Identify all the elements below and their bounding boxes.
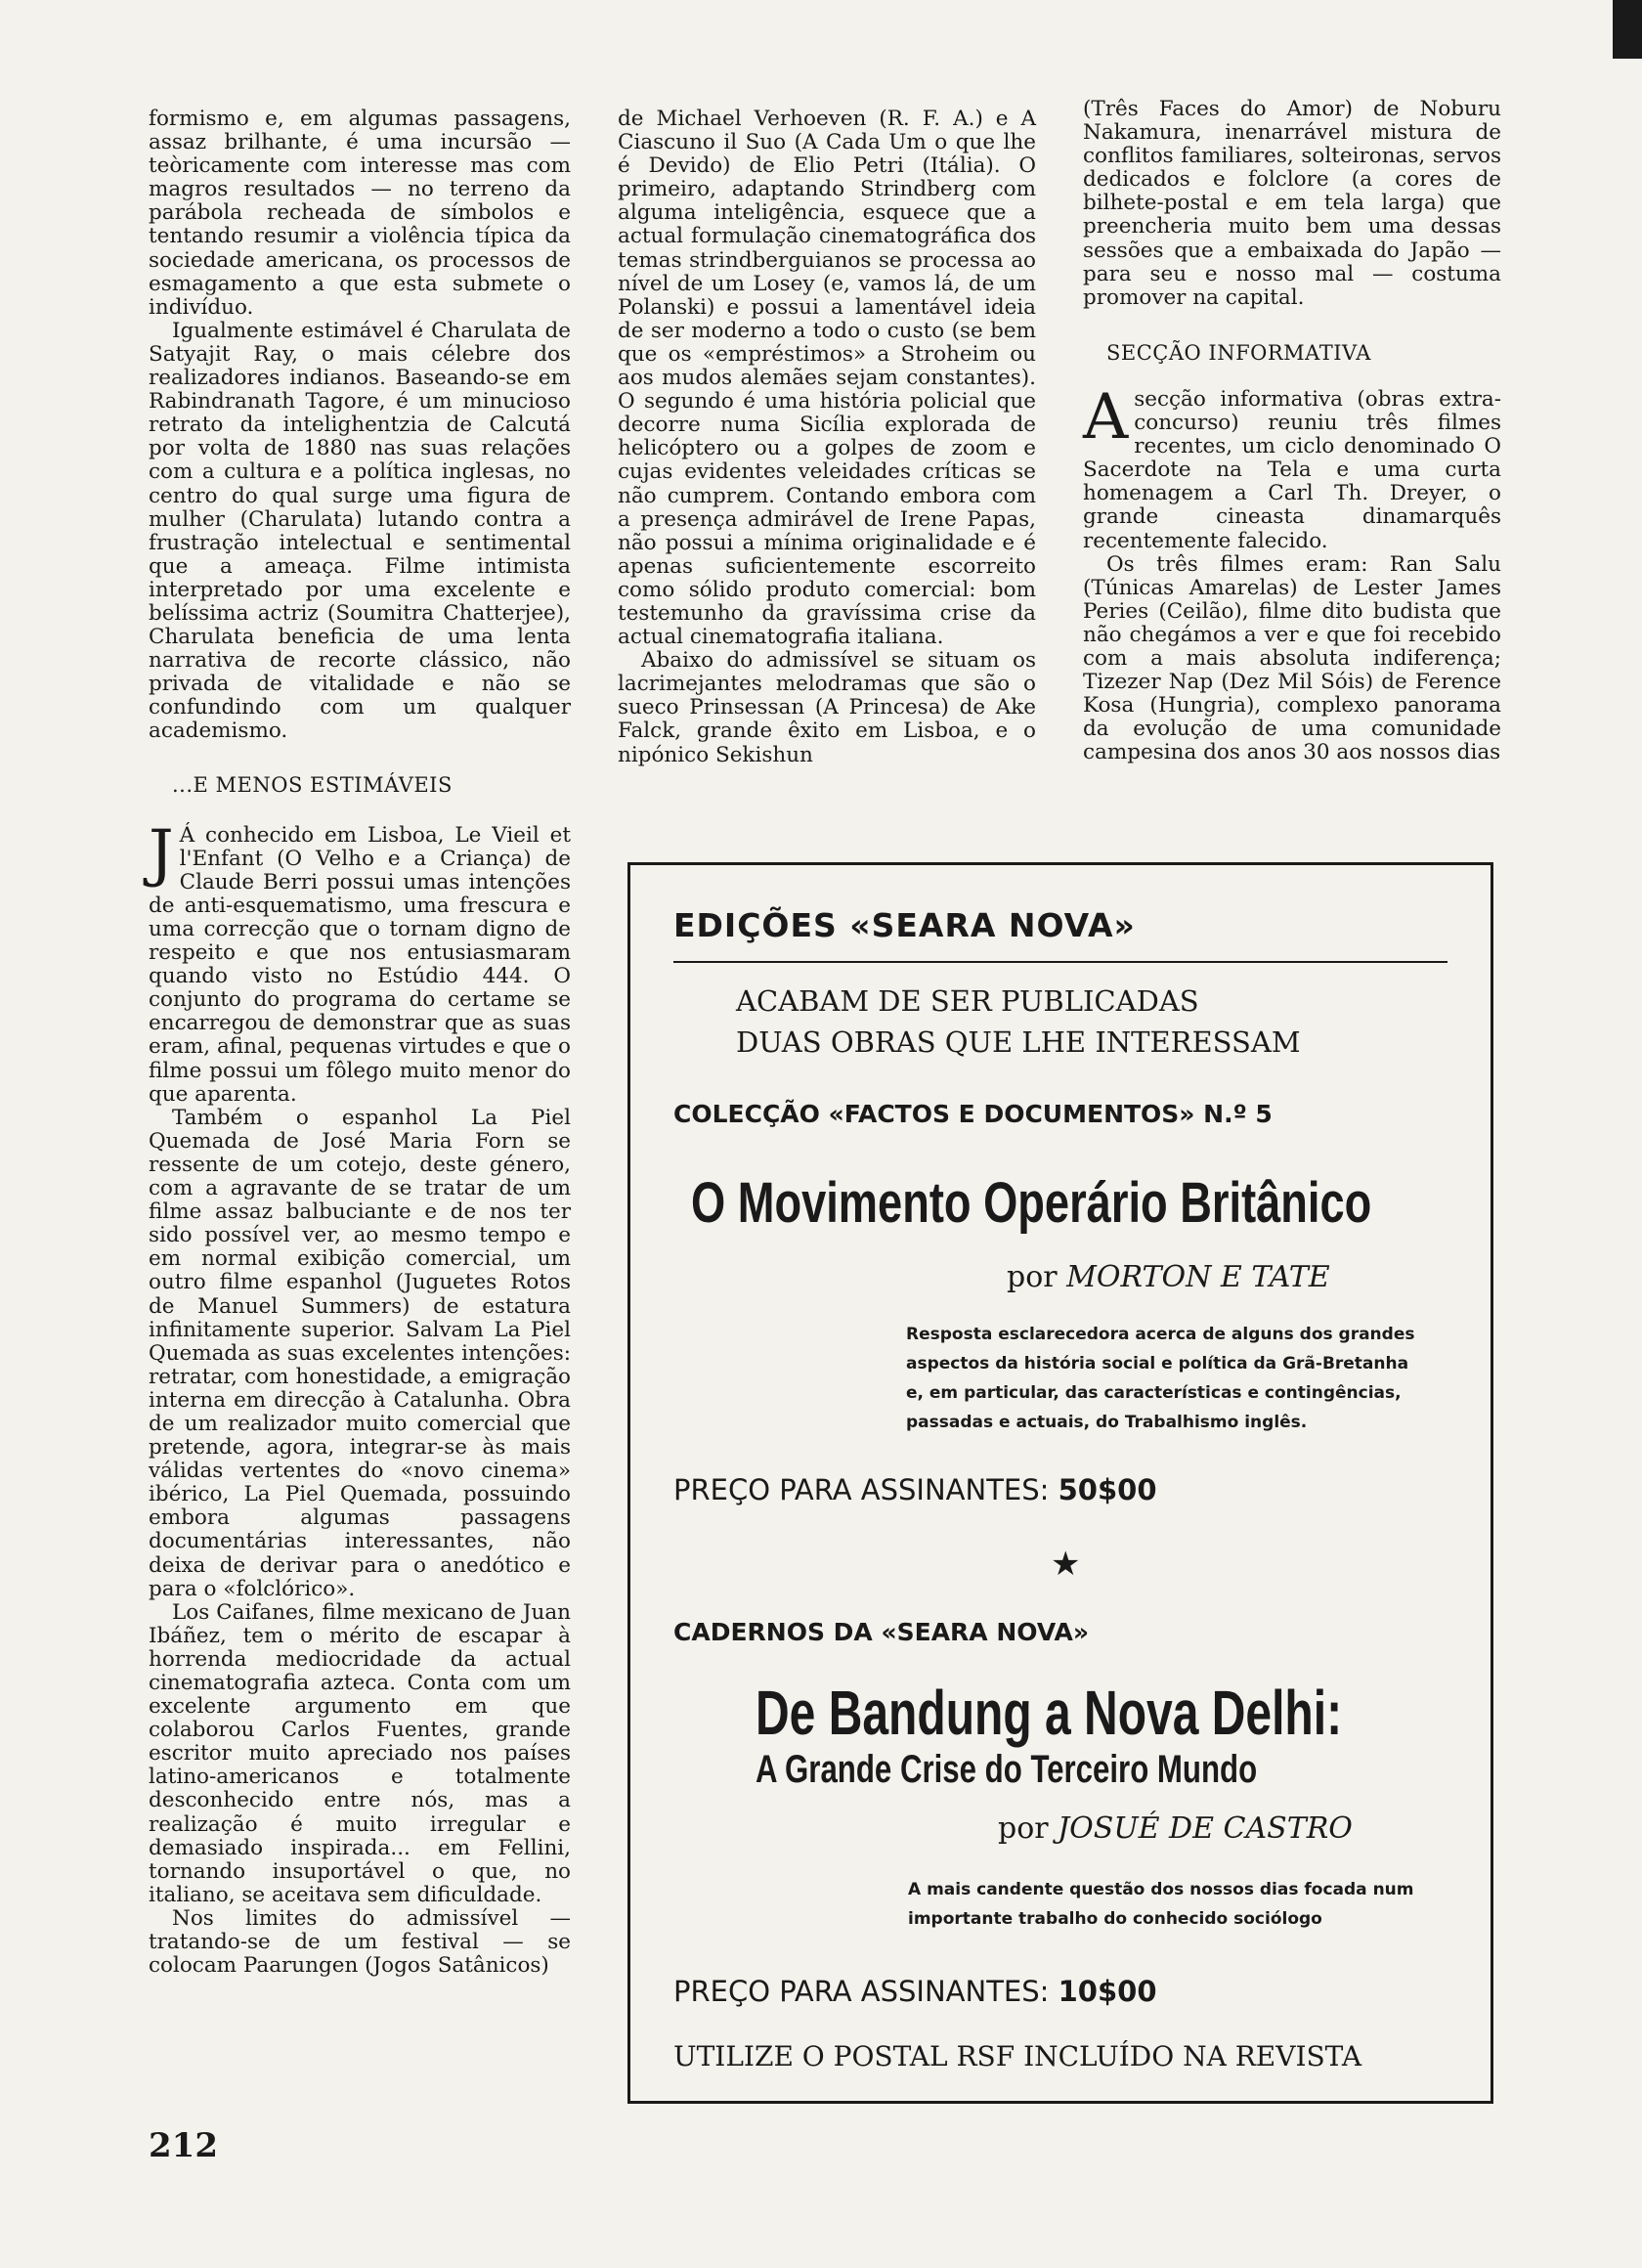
book1-price-line: PREÇO PARA ASSINANTES: 50$00	[673, 1473, 1157, 1506]
paragraph: (Três Faces do Amor) de Noburu Nakamura, inenarrável mistura de conflitos familiares, solteironas, servos dedicados e folclore (a cores de bilhete-postal e em tela larga) que preencheria muito bem uma dessas sessões que a embaixada do Japão — para seu e nosso mal — costuma promover na capital.	[1083, 97, 1501, 310]
book2-title: De Bandung a Nova Delhi:	[756, 1678, 1343, 1748]
column-3	[1083, 98, 1501, 764]
paragraph: Nos limites do admissível — tratando-se de um festival — se colocam Paarungen (Jogos Satânicos)	[149, 1905, 571, 1979]
column-1	[149, 108, 571, 1978]
paragraph: Igualmente estimável é Charulata de Satyajit Ray, o mais célebre dos realizadores indianos. Baseando-se em Rabindranath Tagore, é um minucioso retrato da intelighentzia de Calcutá por volta de 1880 nas suas relações com a cultura e a política inglesas, no centro do qual surge uma figura de mulher (Charulata) lutando contra a frustração intelectual e sentimental que a ameaça. Filme intimista interpretado por uma excelente e belíssima actriz (Soumitra Chatterjee), Charulata beneficia de uma lenta narrativa de recorte clássico, não privada de vitalidade e não se confundindo com um qualquer academismo.	[149, 318, 571, 744]
collection-label: COLECÇÃO «FACTOS E DOCUMENTOS» N.º 5	[673, 1100, 1273, 1128]
book1-title: O Movimento Operário Britânico	[691, 1171, 1372, 1235]
ad-footer: UTILIZE O POSTAL RSF INCLUÍDO NA REVISTA	[673, 2040, 1362, 2072]
book1-description: Resposta esclarecedora acerca de alguns dos grandes	[906, 1325, 1415, 1344]
paragraph: de Michael Verhoeven (R. F. A.) e A Ciascuno il Suo (A Cada Um o que lhe é Devido) de Elio Petri (Itália). O primeiro, adaptando Strindberg com alguma inteligência, esquece que a actual formulação cinematográfica dos temas strindberguianos se processa ao nível de um Losey (e, vamos lá, de um Polanski) e possui a lamentável ideia de ser moderno a todo o custo (se bem que os «empréstimos» a Stroheim ou aos mudos alemães sejam constantes). O segundo é uma história policial que decorre numa Sicília explorada de helicóptero ou a golpes de zoom e cujas evidentes veleidades críticas se não cumprem. Contando embora com a presença admirável de Irene Papas, não possui a mínima originalidade e é apenas suficientemente escorreito como sólido produto comercial: bom testemunho da gravíssima crise da actual cinematografia italiana.	[618, 107, 1036, 650]
book1-price: 50$00	[1058, 1473, 1157, 1506]
book2-price-line: PREÇO PARA ASSINANTES: 10$00	[673, 1975, 1157, 2008]
paragraph: Asecção informativa (obras extra-concurso) reuniu três filmes recentes, um ciclo denominado O Sacerdote na Tela e uma curta homenagem a Carl Th. Dreyer, o grande cineasta dinamarquês recentemente falecido.	[1083, 380, 1501, 553]
drop-cap: J	[149, 816, 174, 890]
book1-description: aspectos da história social e política da Grã-Bretanha	[906, 1354, 1409, 1374]
section-heading: ...E MENOS ESTIMÁVEIS	[172, 772, 453, 797]
drop-cap: A	[1083, 380, 1129, 454]
book2-price: 10$00	[1058, 1975, 1157, 2008]
paragraph: Também o espanhol La Piel Quemada de José Maria Forn se ressente de um cotejo, deste género, com a agravante de se tratar de um filme assaz balbuciante e de nos ter sido possível ver, ao mesmo tempo e em normal exibição comercial, um outro filme espanhol (Juguetes Rotos de Manuel Summers) de estatura infinitamente superior. Salvam La Piel Quemada as suas excelentes intenções: retratar, com honestidade, a emigração interna em direcção à Catalunha. Obra de um realizador muito comercial que pretende, agora, integrar-se às mais válidas vertentes do «novo cinema» ibérico, La Piel Quemada, possuindo embora algumas passagens documentárias interessantes, não deixa de derivar para o anedótico e para o «folclórico».	[149, 1105, 571, 1601]
column-2	[618, 108, 1036, 767]
book1-author: MORTON E TATE	[1066, 1260, 1330, 1294]
publisher-heading: EDIÇÕES «SEARA NOVA»	[673, 906, 1136, 944]
paragraph: Os três filmes eram: Ran Salu (Túnicas Amarelas) de Lester James Peries (Ceilão), filme dito budista que não chegámos a ver e que foi recebido com a mais absoluta indiferença; Tizezer Nap (Dez Mil Sóis) de Ference Kosa (Hungria), complexo panorama da evolução de uma comunidade campesina dos anos 30 aos nossos dias	[1083, 551, 1501, 765]
book2-description: A mais candente questão dos nossos dias focada num	[908, 1880, 1414, 1899]
paragraph: Abaixo do admissível se situam os lacrimejantes melodramas que são o sueco Prinsessan (A Princesa) de Ake Falck, grande êxito em Lisboa, e o nipónico Sekishun	[618, 648, 1036, 767]
paragraph: J Á conhecido em Lisboa, Le Vieil et l'Enfant (O Velho e a Criança) de Claude Berri possui umas intenções de anti-esquematismo, uma frescura e uma correcção que o tornam digno de respeito e que nos entusiasmaram quando visto no Estúdio 444. O conjunto do programa do certame se encarregou de demonstrar que as suas eram, afinal, pequenas virtudes e que o filme possui um fôlego muito menor do que aparenta.	[149, 816, 571, 1107]
divider	[673, 961, 1448, 963]
book2-subtitle: A Grande Crise do Terceiro Mundo	[756, 1748, 1258, 1791]
announce-line: DUAS OBRAS QUE LHE INTERESSAM	[736, 1025, 1301, 1059]
book2-description: importante trabalho do conhecido sociólogo	[908, 1909, 1322, 1929]
book1-byline: por MORTON E TATE	[1007, 1260, 1330, 1294]
star-separator: ★	[1051, 1545, 1081, 1584]
announce-line: ACABAM DE SER PUBLICADAS	[736, 984, 1199, 1018]
advertisement-box	[627, 862, 1493, 2104]
book1-description: e, em particular, das características e contingências,	[906, 1383, 1402, 1403]
section-heading: SECÇÃO INFORMATIVA	[1106, 340, 1371, 365]
book2-author: JOSUÉ DE CASTRO	[1058, 1811, 1353, 1846]
book1-description: passadas e actuais, do Trabalhismo inglês.	[906, 1413, 1308, 1432]
book2-byline: por JOSUÉ DE CASTRO	[998, 1811, 1353, 1846]
scan-edge	[1613, 0, 1642, 59]
paragraph: formismo e, em algumas passagens, assaz brilhante, é uma incursão — teòricamente com interesse mas com magros resultados — no terreno da parábola recheada de símbolos e tentando resumir a violência típica da sociedade americana, os processos de esmagamento a que esta submete o indivíduo.	[149, 107, 571, 320]
series-label: CADERNOS DA «SEARA NOVA»	[673, 1618, 1089, 1646]
paragraph: Los Caifanes, filme mexicano de Juan Ibáñez, tem o mérito de escapar à horrenda mediocridade da actual cinematografia azteca. Conta com um excelente argumento em que colaborou Carlos Fuentes, grande escritor muito apreciado nos países latino-americanos e totalmente desconhecido entre nós, mas a realização é muito irregular e demasiado inspirada... em Fellini, tornando insuportável o que, no italiano, se aceitava sem dificuldade.	[149, 1599, 571, 1907]
page-number: 212	[149, 2126, 218, 2165]
